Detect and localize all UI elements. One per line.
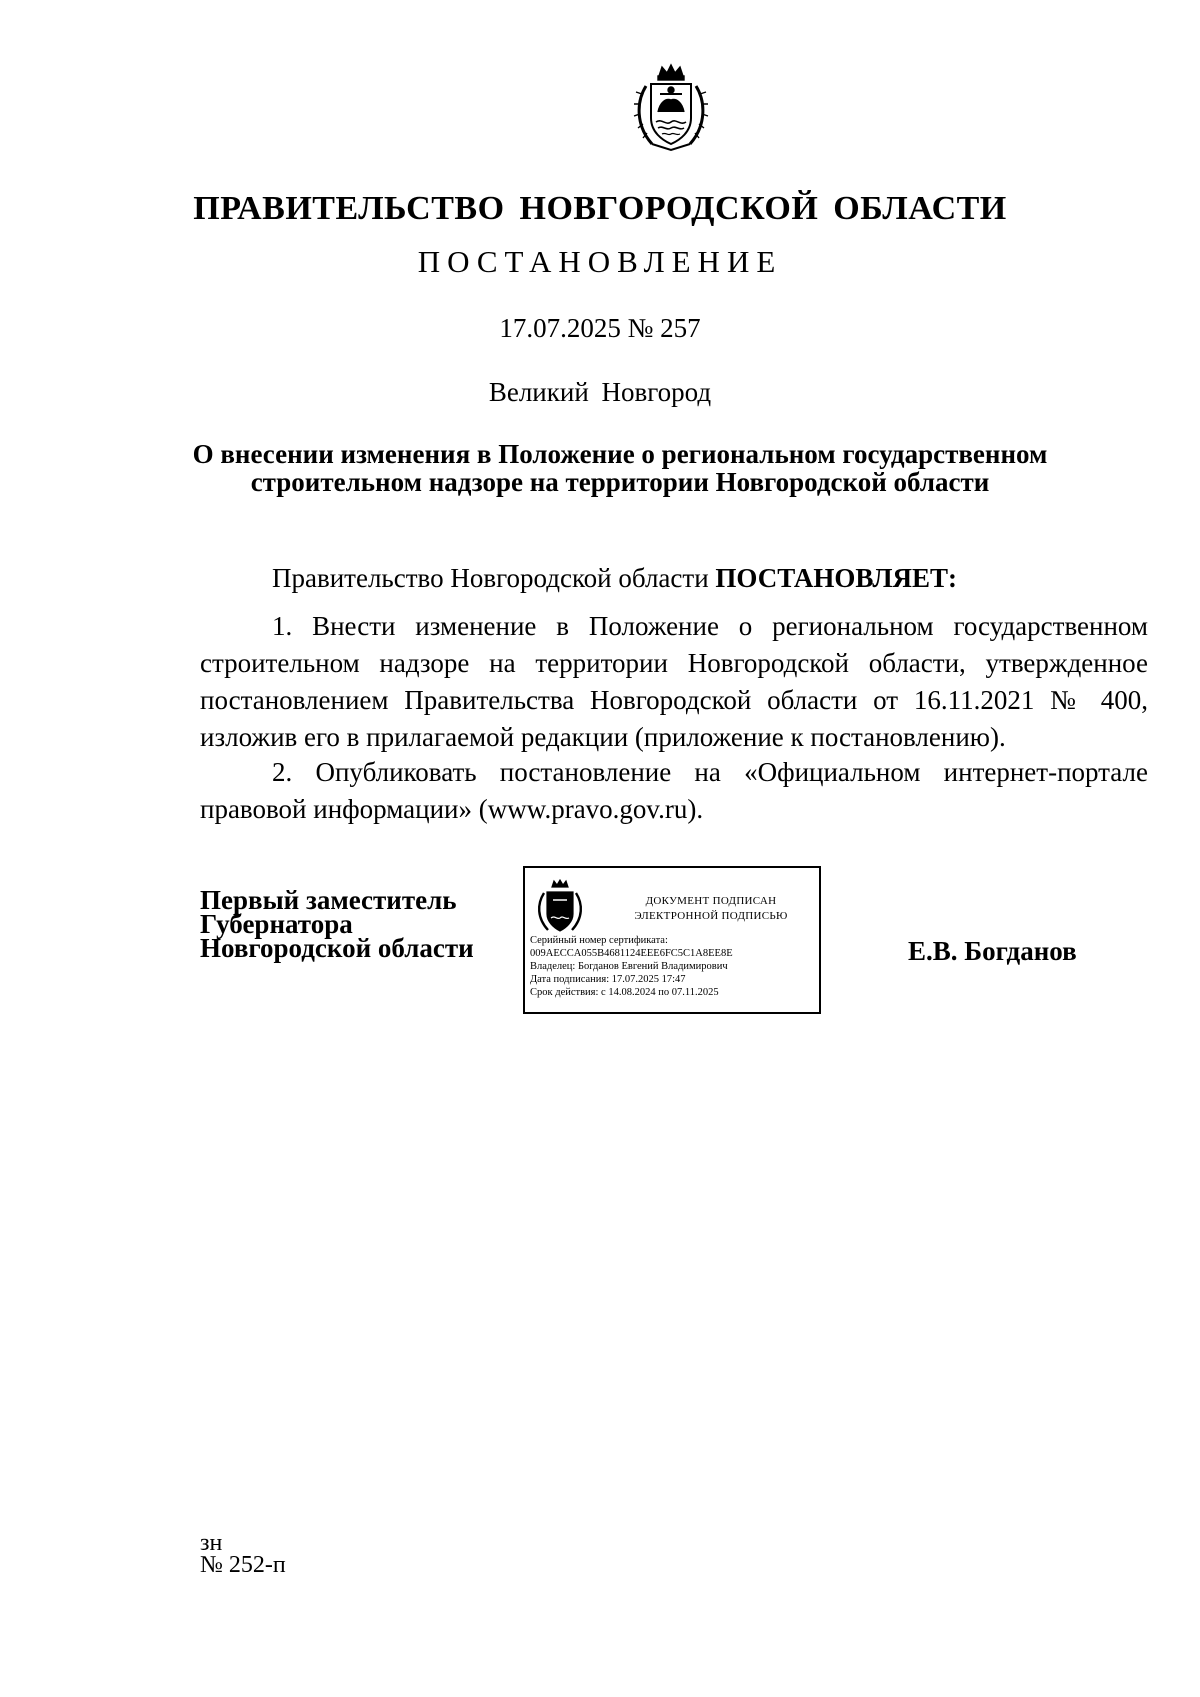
- preamble: [200, 560, 1148, 597]
- government-title: ПРАВИТЕЛЬСТВО НОВГОРОДСКОЙ ОБЛАСТИ: [193, 190, 1007, 227]
- position-line-2: Губернатора: [200, 909, 353, 939]
- stamp-title-line-1: ДОКУМЕНТ ПОДПИСАН: [645, 895, 777, 907]
- document-subject: [150, 440, 1090, 496]
- subject-line-2: строительном надзоре на территории Новгородской области: [250, 467, 990, 497]
- date-and-number: 17.07.2025 № 257: [499, 313, 701, 343]
- preamble-text: Правительство Новгородской области: [272, 563, 716, 593]
- paragraph-1: 1. Внести изменение в Положение о региональном государственном строительном надзоре на территории Новгородской области, утвержденное постановлением Правительства Новгородской области от 16.11.2021 № 400, изложив его в прилагаемой редакции (приложение к постановлению).: [200, 611, 1148, 752]
- city: Великий Новгород: [488, 377, 712, 407]
- stamp-details: [530, 934, 818, 999]
- footer-number: № 252-п: [200, 1552, 286, 1578]
- novgorod-coat-of-arms-icon: [632, 62, 710, 154]
- stamp-validity: Срок действия: с 14.08.2024 по 07.11.2025: [530, 987, 719, 998]
- document-type: ПОСТАНОВЛЕНИЕ: [417, 244, 783, 279]
- electronic-signature-stamp: [523, 866, 821, 1014]
- paragraph-2: 2. Опубликовать постановление на «Официальном интернет-портале правовой информации» (www.pravo.gov.ru).: [200, 757, 1148, 824]
- stamp-signed-date: Дата подписания: 17.07.2025 17:47: [530, 974, 686, 985]
- stamp-title-line-2: ЭЛЕКТРОННОЙ ПОДПИСЬЮ: [634, 910, 788, 922]
- subject-line-1: О внесении изменения в Положение о региональном государственном: [192, 439, 1048, 469]
- footer-initials: зн: [200, 1530, 223, 1556]
- stamp-owner: Владелец: Богданов Евгений Владимирович: [530, 961, 728, 972]
- footer-registration: [200, 1532, 286, 1576]
- stamp-title: [611, 894, 811, 924]
- signer-name: Е.В. Богданов: [908, 936, 1077, 966]
- position-line-1: Первый заместитель: [200, 885, 457, 915]
- position-line-3: Новгородской области: [200, 933, 474, 963]
- signatory-position: [200, 885, 474, 963]
- preamble-decree-word: ПОСТАНОВЛЯЕТ:: [715, 563, 957, 593]
- stamp-serial-value: 009AECCA055B4681124EEE6FC5C1A8EE8E: [530, 948, 733, 959]
- novgorod-coat-of-arms-icon: [535, 878, 585, 936]
- stamp-serial-label: Серийный номер сертификата:: [530, 935, 668, 946]
